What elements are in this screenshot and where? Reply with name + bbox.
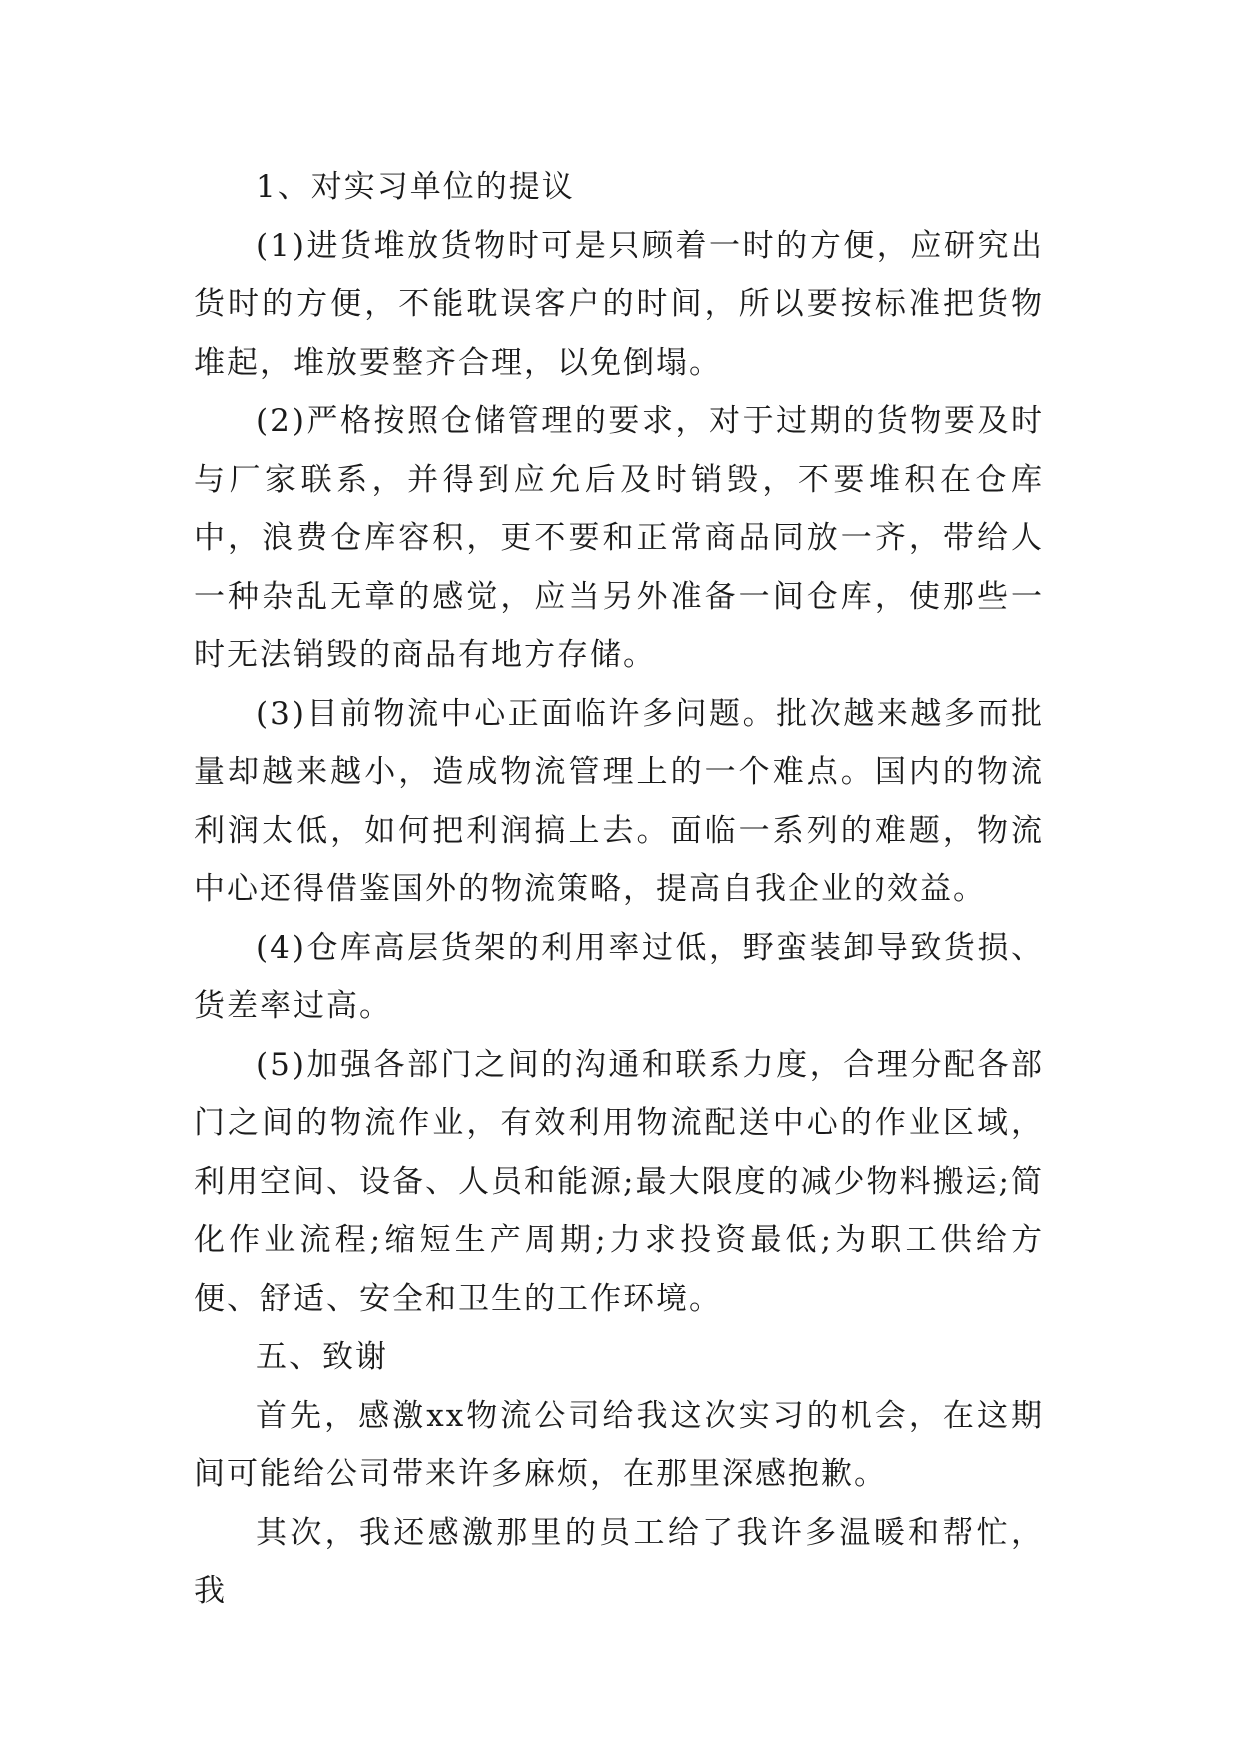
paragraph-item-5: (5)加强各部门之间的沟通和联系力度，合理分配各部门之间的物流作业，有效利用物流配送中心的作业区域，利用空间、设备、人员和能源;最大限度的减少物料搬运;简化作业流程;缩短生产周期;力求投资最低;为职工供给方便、舒适、安全和卫生的工作环境。 — [194, 1046, 1044, 1317]
paragraph-item-2: (2)严格按照仓储管理的要求，对于过期的货物要及时与厂家联系，并得到应允后及时销毁，不要堆积在仓库中，浪费仓库容积，更不要和正常商品同放一齐，带给人一种杂乱无章的感觉，应当另外准备一间仓库，使那些一时无法销毁的商品有地方存储。 — [194, 403, 1044, 673]
section-heading-suggestions: 1、对实习单位的提议 — [256, 169, 575, 205]
paragraph-thanks-staff: 其次，我还感激那里的员工给了我许多温暖和帮忙，我 — [194, 1514, 1044, 1609]
section-heading-acknowledgements: 五、致谢 — [256, 1339, 388, 1375]
paragraph-thanks-company: 首先，感激xx物流公司给我这次实习的机会，在这期间可能给公司带来许多麻烦，在那里深感抱歉。 — [194, 1397, 1044, 1492]
paragraph-item-4: (4)仓库高层货架的利用率过低，野蛮装卸导致货损、货差率过高。 — [194, 929, 1044, 1024]
paragraph-item-3: (3)目前物流中心正面临许多问题。批次越来越多而批量却越来越小，造成物流管理上的一个难点。国内的物流利润太低，如何把利润搞上去。面临一系列的难题，物流中心还得借鉴国外的物流策略，提高自我企业的效益。 — [194, 695, 1044, 907]
document-body — [194, 158, 1044, 1621]
paragraph-item-1: (1)进货堆放货物时可是只顾着一时的方便，应研究出货时的方便，不能耽误客户的时间，所以要按标准把货物堆起，堆放要整齐合理，以免倒塌。 — [194, 227, 1044, 381]
